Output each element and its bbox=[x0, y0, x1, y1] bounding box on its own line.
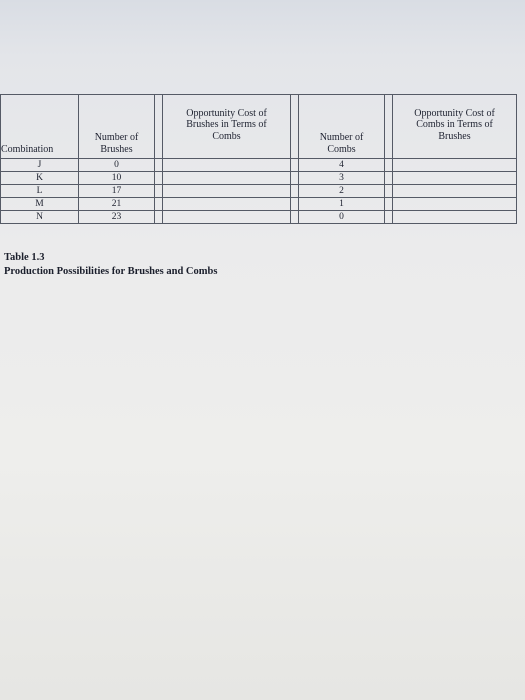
header-number-of-combs-label: Number of Combs bbox=[319, 132, 364, 155]
table-row bbox=[1, 198, 517, 211]
spacer-cell bbox=[155, 159, 163, 172]
spacer-cell bbox=[291, 172, 299, 185]
table-header-row bbox=[1, 95, 517, 159]
cell-combs: 1 bbox=[299, 198, 385, 211]
spacer-cell bbox=[291, 159, 299, 172]
spacer-cell bbox=[385, 159, 393, 172]
spacer-column bbox=[155, 95, 163, 159]
header-opportunity-cost-brushes bbox=[163, 95, 291, 159]
table-row bbox=[1, 211, 517, 224]
spacer-cell bbox=[155, 172, 163, 185]
cell-opportunity-cost-brushes bbox=[163, 211, 291, 224]
cell-opportunity-cost-combs bbox=[393, 185, 517, 198]
spacer-cell bbox=[155, 211, 163, 224]
cell-combination: K bbox=[1, 172, 79, 185]
header-number-of-brushes bbox=[79, 95, 155, 159]
cell-opportunity-cost-brushes bbox=[163, 172, 291, 185]
cell-opportunity-cost-combs bbox=[393, 159, 517, 172]
table-caption-title: Production Possibilities for Brushes and Combs bbox=[4, 265, 218, 277]
cell-opportunity-cost-combs bbox=[393, 198, 517, 211]
header-opportunity-cost-brushes-label: Opportunity Cost of Brushes in Terms of Combs bbox=[186, 107, 267, 142]
header-number-of-combs bbox=[299, 95, 385, 159]
cell-brushes: 0 bbox=[79, 159, 155, 172]
spacer-cell bbox=[155, 185, 163, 198]
spacer-cell bbox=[385, 198, 393, 211]
spacer-cell bbox=[385, 172, 393, 185]
spacer-cell bbox=[385, 211, 393, 224]
cell-combination: L bbox=[1, 185, 79, 198]
cell-brushes: 17 bbox=[79, 185, 155, 198]
cell-opportunity-cost-brushes bbox=[163, 185, 291, 198]
header-number-of-brushes-label: Number of Brushes bbox=[94, 132, 139, 155]
spacer-column bbox=[385, 95, 393, 159]
cell-combination: N bbox=[1, 211, 79, 224]
cell-combs: 0 bbox=[299, 211, 385, 224]
header-opportunity-cost-combs-label: Opportunity Cost of Combs in Terms of Brushes bbox=[414, 107, 495, 142]
table-row bbox=[1, 185, 517, 198]
cell-brushes: 21 bbox=[79, 198, 155, 211]
table-row bbox=[1, 159, 517, 172]
cell-combs: 3 bbox=[299, 172, 385, 185]
header-combination: Combination bbox=[1, 95, 79, 159]
cell-brushes: 23 bbox=[79, 211, 155, 224]
spacer-cell bbox=[385, 185, 393, 198]
cell-combs: 4 bbox=[299, 159, 385, 172]
cell-opportunity-cost-brushes bbox=[163, 198, 291, 211]
cell-combination: M bbox=[1, 198, 79, 211]
production-possibilities-table bbox=[0, 94, 517, 224]
cell-combs: 2 bbox=[299, 185, 385, 198]
spacer-column bbox=[291, 95, 299, 159]
cell-opportunity-cost-combs bbox=[393, 211, 517, 224]
spacer-cell bbox=[291, 211, 299, 224]
cell-combination: J bbox=[1, 159, 79, 172]
header-opportunity-cost-combs bbox=[393, 95, 517, 159]
table-caption bbox=[4, 251, 217, 278]
spacer-cell bbox=[155, 198, 163, 211]
cell-opportunity-cost-combs bbox=[393, 172, 517, 185]
spacer-cell bbox=[291, 185, 299, 198]
spacer-cell bbox=[291, 198, 299, 211]
table-caption-label: Table 1.3 bbox=[4, 252, 45, 263]
cell-brushes: 10 bbox=[79, 172, 155, 185]
cell-opportunity-cost-brushes bbox=[163, 159, 291, 172]
table-row bbox=[1, 172, 517, 185]
